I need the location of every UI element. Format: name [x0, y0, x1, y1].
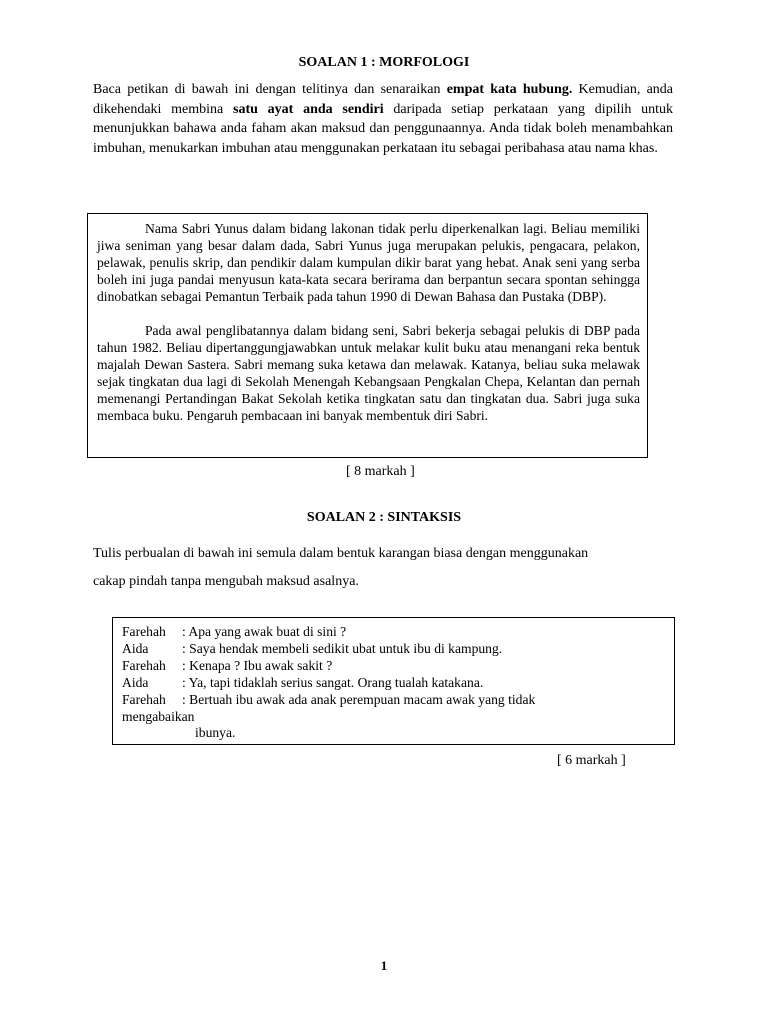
page-number: 1	[380, 958, 388, 973]
speaker-name: Aida	[122, 641, 149, 656]
dialogue-text: : Apa yang awak buat di sini ?	[182, 624, 347, 639]
dialogue-line	[122, 640, 502, 657]
q1-marks: [ 8 markah ]	[346, 464, 415, 479]
dialogue-wrap-line: ibunya.	[195, 725, 236, 740]
q1-instructions	[93, 80, 673, 158]
q1-instr-text-2: Kemudian, anda dikehendaki membina	[93, 82, 673, 117]
dialogue-wrap-line: mengabaikan	[122, 709, 195, 724]
passage-paragraph-2-text: Pada awal penglibatannya dalam bidang seni, Sabri bekerja sebagai pelukis di DBP pada tahun 1982. Beliau dipertanggungjawabkan untuk melakar kulit buku atau menangani reka bentuk majalah Dewan Sastera. Sabri memang suka ketawa dan melawak. Katanya, beliau suka melawak sejak tingkatan dua lagi di Sekolah Menengah Kebangsaan Pengkalan Chepa, Kelantan dan pernah memenangi Pertandingan Bakat Sekolah ketika tingkatan satu dan tingkatan dua. Sabri juga suka membaca buku. Pengaruh pembacaan ini banyak membentuk diri Sabri.	[97, 323, 640, 423]
speaker-name: Farehah	[122, 624, 166, 639]
q1-instr-text-3: daripada setiap perkataan yang dipilih untuk menunjukkan bahawa anda faham akan maksud dan penggunaannya. Anda tidak boleh menambahkan imbuhan, menukarkan imbuhan atau menggunakan perkataan itu sebagai peribahasa atau nama khas.	[93, 101, 673, 156]
passage-box	[87, 213, 648, 458]
q1-instr-text-1: Baca petikan di bawah ini dengan telitinya dan senaraikan	[93, 82, 447, 97]
passage-paragraph-1	[97, 220, 640, 305]
dialogue-line	[122, 623, 346, 640]
dialogue-line	[122, 691, 535, 708]
dialogue-box	[112, 617, 675, 745]
speaker-name: Farehah	[122, 692, 166, 707]
q2-marks: [ 6 markah ]	[557, 753, 626, 768]
dialogue-line	[122, 674, 483, 691]
q1-instr-bold-1: empat kata hubung.	[446, 82, 573, 97]
dialogue-text: : Kenapa ? Ibu awak sakit ?	[182, 658, 333, 673]
speaker-name: Aida	[122, 675, 149, 690]
dialogue-text: : Saya hendak membeli sedikit ubat untuk ibu di kampung.	[182, 641, 503, 656]
q2-title: SOALAN 2 : SINTAKSIS	[306, 510, 462, 525]
passage-paragraph-2	[97, 322, 640, 424]
q2-instruction-line-2: cakap pindah tanpa mengubah maksud asalnya.	[93, 574, 359, 589]
q1-title: SOALAN 1 : MORFOLOGI	[298, 55, 470, 70]
q1-instr-bold-2: satu ayat anda sendiri	[233, 101, 384, 117]
passage-paragraph-1-text: Nama Sabri Yunus dalam bidang lakonan tidak perlu diperkenalkan lagi. Beliau memiliki jiwa seniman yang besar dalam dada, Sabri Yunus juga merupakan pelukis, pengacara, pelakon, pelawak, penulis skrip, dan pendikir dalam kumpulan dikir barat yang hebat. Anak seni yang serba boleh ini juga pandai menyusun kata-kata secara berirama dan berpantun secara spontan sehingga dinobatkan sebagai Pemantun Terbaik pada tahun 1990 di Dewan Bahasa dan Pustaka (DBP).	[97, 221, 640, 304]
dialogue-text: : Ya, tapi tidaklah serius sangat. Orang tualah katakana.	[182, 675, 484, 690]
q2-instruction-line-1: Tulis perbualan di bawah ini semula dalam bentuk karangan biasa dengan menggunakan	[93, 546, 589, 561]
dialogue-line	[122, 657, 332, 674]
speaker-name: Farehah	[122, 658, 166, 673]
dialogue-text: : Bertuah ibu awak ada anak perempuan macam awak yang tidak	[182, 692, 536, 707]
